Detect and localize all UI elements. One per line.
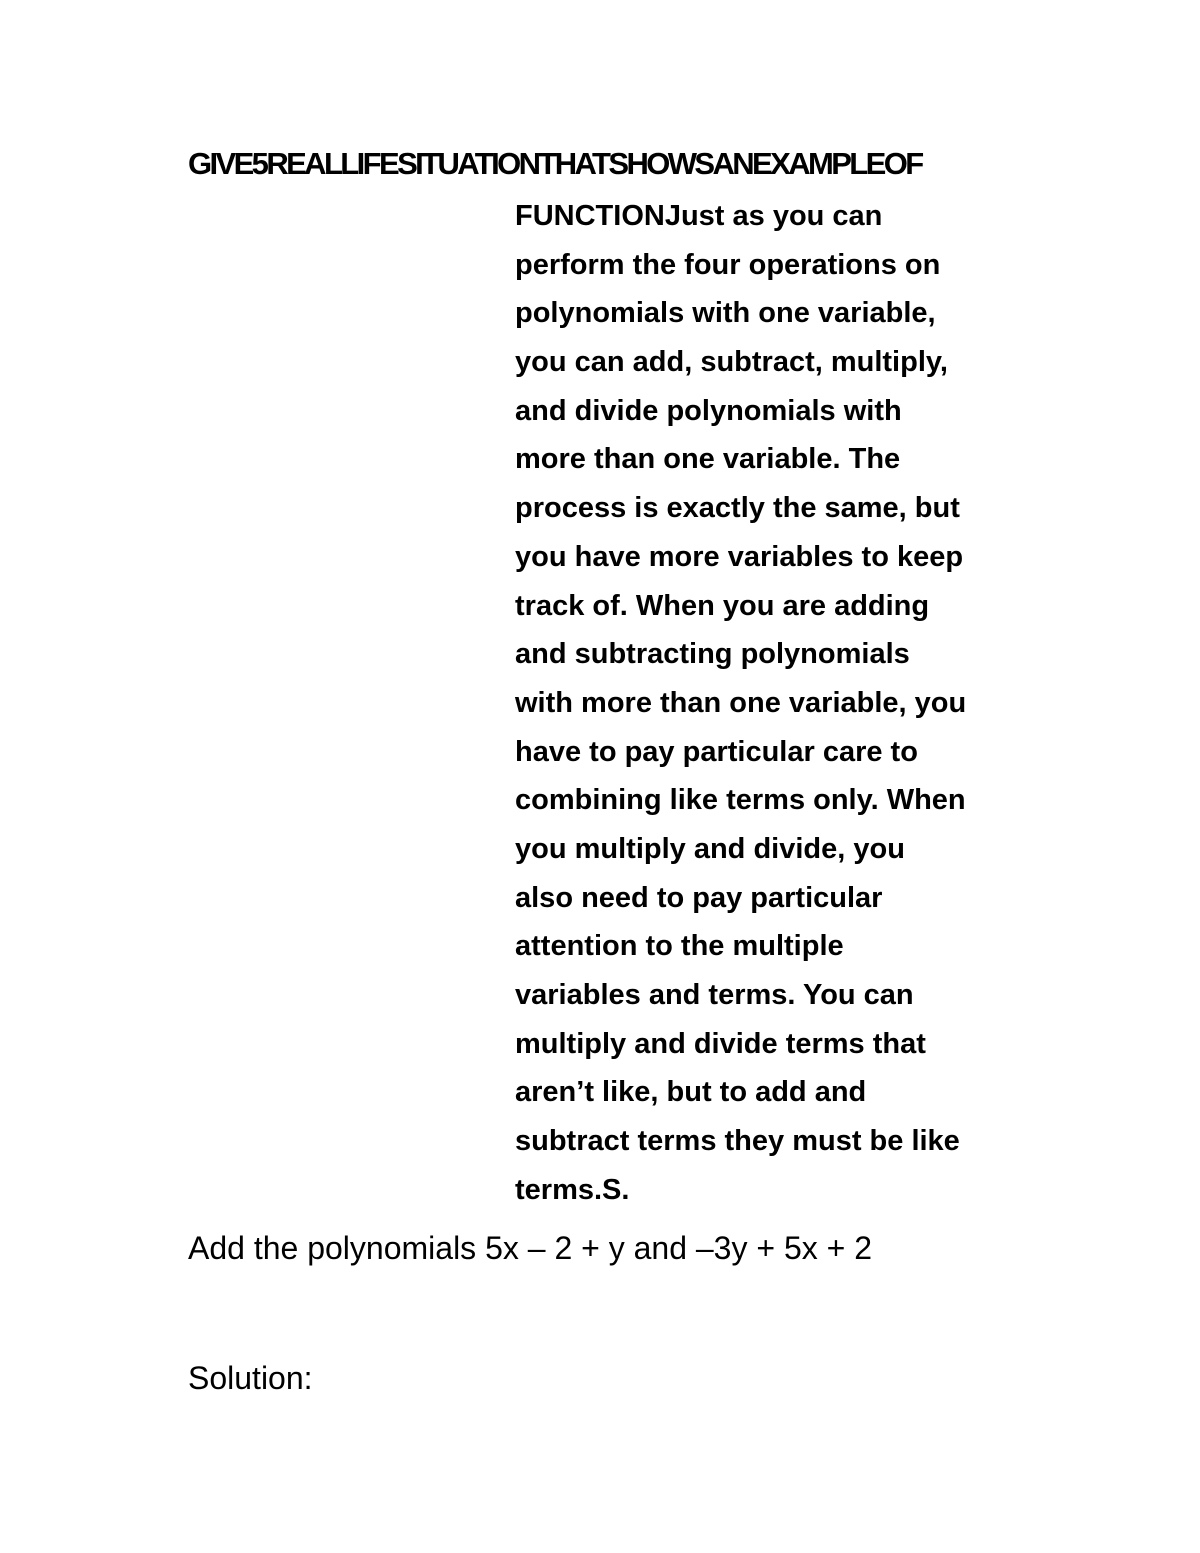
- body-line: track of. When you are adding: [515, 589, 930, 622]
- body-line: you multiply and divide, you: [515, 832, 905, 865]
- body-line: you can add, subtract, multiply,: [515, 346, 948, 379]
- body-line: aren’t like, but to add and: [515, 1076, 867, 1109]
- body-paragraph: [515, 192, 1035, 1214]
- body-line: more than one variable. The: [515, 443, 901, 476]
- problem-statement: Add the polynomials 5x – 2 + y and –3y + 5x + 2: [188, 1230, 872, 1266]
- body-line: and subtracting polynomials: [515, 638, 910, 671]
- body-line: have to pay particular care to: [515, 735, 918, 768]
- body-line: polynomials with one variable,: [515, 297, 936, 330]
- body-line: process is exactly the same, but: [515, 492, 960, 525]
- body-line: variables and terms. You can: [515, 979, 914, 1011]
- body-line: subtract terms they must be like: [515, 1125, 960, 1158]
- body-line: perform the four operations on: [515, 248, 941, 281]
- body-line: and divide polynomials with: [515, 394, 902, 427]
- body-line: also need to pay particular: [515, 881, 883, 914]
- body-line: you have more variables to keep: [515, 540, 964, 573]
- body-line: terms.S.: [515, 1173, 630, 1206]
- body-line: combining like terms only. When: [515, 784, 966, 817]
- body-line: FUNCTIONJust as you can: [515, 200, 883, 232]
- body-line: with more than one variable, you: [515, 686, 967, 719]
- solution-label: Solution:: [188, 1360, 313, 1396]
- document-heading: GIVE5REALLIFESITUATIONTHATSHOWSANEXAMPLEOF: [188, 146, 922, 181]
- body-line: attention to the multiple: [515, 930, 844, 963]
- body-line: multiply and divide terms that: [515, 1027, 926, 1060]
